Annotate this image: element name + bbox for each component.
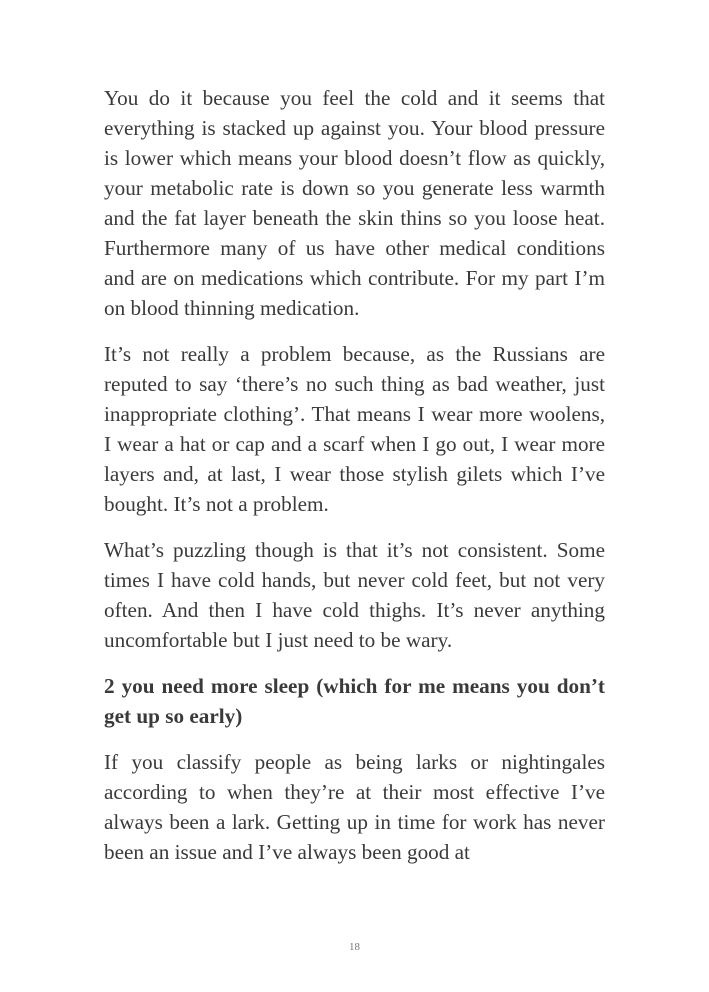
section-heading: 2 you need more sleep (which for me means you don’t get up so early) [104,674,605,728]
paragraph-cold-causes: You do it because you feel the cold and it seems that everything is stacked up against you. Your blood pressure is lower which means your blood doesn’t flow as quickly, your metabolic rate is down so you generate less warmth and the fat layer beneath the skin thins so you loose heat. Furthermore many of us have other medical conditions and are on medications which contribute. For my part I’m on blood thinning medication. [104,86,605,320]
paragraph-larks: If you classify people as being larks or nightingales according to when they’re at their most effective I’ve always been a lark. Getting up in time for work has never been an issue and I’ve always been good at [104,750,605,864]
page-body [104,83,605,883]
page-number: 18 [349,941,360,953]
paragraph-inconsistent: What’s puzzling though is that it’s not consistent. Some times I have cold hands, but never cold feet, but not very often. And then I have cold thighs. It’s never anything uncomfortable but I just need to be wary. [104,538,605,652]
paragraph-clothing: It’s not really a problem because, as the Russians are reputed to say ‘there’s no such thing as bad weather, just inappropriate clothing’. That means I wear more woolens, I wear a hat or cap and a scarf when I go out, I wear more layers and, at last, I wear those stylish gilets which I’ve bought. It’s not a problem. [104,342,605,516]
